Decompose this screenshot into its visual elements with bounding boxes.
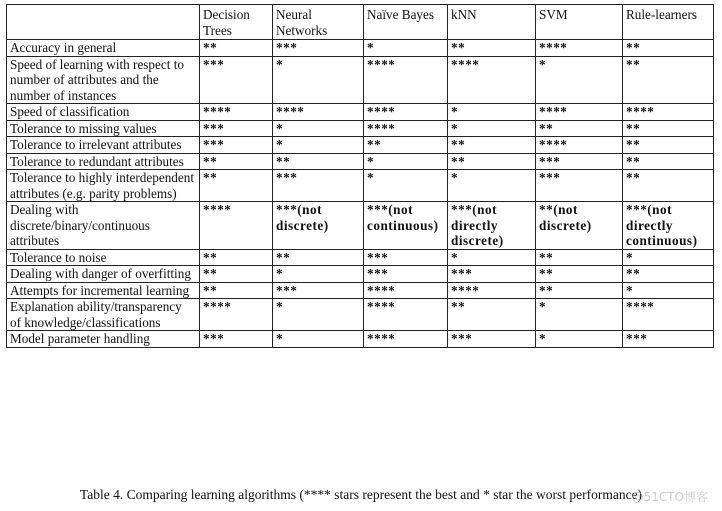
rating-cell: * [448,170,536,202]
rating-cell: * [364,153,448,170]
table-row [7,202,714,250]
rating-cell: ***(not directly discrete) [448,202,536,250]
row-label: Dealing with danger of overfitting [7,266,200,283]
rating-cell: ** [200,170,273,202]
table-row [7,170,714,202]
rating-cell: *** [623,331,714,348]
rating-cell: ** [448,153,536,170]
rating-cell: * [273,120,364,137]
header-cell-rule-learners: Rule-learners [623,5,714,40]
row-label: Tolerance to irrelevant attributes [7,137,200,154]
rating-cell: ** [200,282,273,299]
row-label: Tolerance to highly interdependent attributes (e.g. parity problems) [7,170,200,202]
row-label: Speed of classification [7,104,200,121]
table-row [7,104,714,121]
rating-cell: ***(not directly continuous) [623,202,714,250]
header-cell-blank [7,5,200,40]
rating-cell: * [536,331,623,348]
rating-cell: ** [623,170,714,202]
rating-cell: **** [364,56,448,104]
rating-cell: *** [536,153,623,170]
rating-cell: ** [364,137,448,154]
rating-cell: ** [623,266,714,283]
rating-cell: ** [623,40,714,57]
table-caption: Table 4. Comparing learning algorithms (**** stars represent the best and * star the worst performance) [79,487,643,502]
table-body [7,40,714,348]
rating-cell: * [364,40,448,57]
rating-cell: **** [623,299,714,331]
rating-cell: **** [200,104,273,121]
rating-cell: **** [364,104,448,121]
rating-cell: * [364,170,448,202]
rating-cell: *** [448,266,536,283]
rating-cell: *** [364,266,448,283]
table-row [7,137,714,154]
rating-cell: * [623,282,714,299]
row-label: Tolerance to noise [7,249,200,266]
rating-cell: ** [623,153,714,170]
rating-cell: **** [364,282,448,299]
table-row [7,40,714,57]
row-label: Attempts for incremental learning [7,282,200,299]
rating-cell: **** [623,104,714,121]
rating-cell: *** [364,249,448,266]
rating-cell: *** [273,40,364,57]
rating-cell: **** [273,104,364,121]
rating-cell: * [273,299,364,331]
rating-cell: **** [364,331,448,348]
rating-cell: * [536,299,623,331]
rating-cell: * [448,249,536,266]
rating-cell: **** [448,56,536,104]
watermark: @51CTO博客 [631,490,708,504]
rating-cell: ** [273,153,364,170]
row-label: Tolerance to redundant attributes [7,153,200,170]
row-label: Explanation ability/transparency of knowledge/classifications [7,299,200,331]
rating-cell: ** [623,137,714,154]
table-row [7,282,714,299]
rating-cell: ** [448,40,536,57]
rating-cell: * [448,120,536,137]
header-cell-svm: SVM [536,5,623,40]
header-cell-decision-trees: Decision Trees [200,5,273,40]
table-row [7,299,714,331]
rating-cell: **** [200,202,273,250]
table-row [7,153,714,170]
rating-cell: ** [536,266,623,283]
table-row [7,249,714,266]
rating-cell: *** [448,331,536,348]
rating-cell: *** [200,331,273,348]
table-row [7,56,714,104]
rating-cell: **** [364,299,448,331]
rating-cell: ***(not continuous) [364,202,448,250]
rating-cell: * [273,56,364,104]
rating-cell: **** [448,282,536,299]
row-label: Dealing with discrete/binary/continuous attributes [7,202,200,250]
rating-cell: *** [200,120,273,137]
rating-cell: ** [448,137,536,154]
rating-cell: **** [536,40,623,57]
table-row [7,331,714,348]
rating-cell: *** [273,170,364,202]
rating-cell: ** [273,249,364,266]
row-label: Model parameter handling [7,331,200,348]
rating-cell: ** [200,40,273,57]
rating-cell: **** [200,299,273,331]
rating-cell: ***(not discrete) [273,202,364,250]
rating-cell: * [273,137,364,154]
table-row [7,120,714,137]
rating-cell: ** [623,56,714,104]
rating-cell: ** [200,266,273,283]
rating-cell: **(not discrete) [536,202,623,250]
row-label: Tolerance to missing values [7,120,200,137]
header-cell-naive-bayes: Naïve Bayes [364,5,448,40]
rating-cell: ** [536,120,623,137]
comparison-table [6,4,714,348]
rating-cell: * [536,56,623,104]
rating-cell: *** [273,282,364,299]
rating-cell: **** [536,104,623,121]
rating-cell: ** [448,299,536,331]
rating-cell: **** [364,120,448,137]
table-row [7,266,714,283]
rating-cell: ** [200,249,273,266]
rating-cell: *** [536,170,623,202]
rating-cell: * [448,104,536,121]
header-cell-knn: kNN [448,5,536,40]
rating-cell: *** [200,56,273,104]
table-header-row [7,5,714,40]
rating-cell: * [273,331,364,348]
rating-cell: ** [623,120,714,137]
header-cell-neural-networks: Neural Networks [273,5,364,40]
rating-cell: ** [536,282,623,299]
rating-cell: * [623,249,714,266]
rating-cell: * [273,266,364,283]
row-label: Accuracy in general [7,40,200,57]
rating-cell: **** [536,137,623,154]
rating-cell: *** [200,137,273,154]
row-label: Speed of learning with respect to number of attributes and the number of instances [7,56,200,104]
rating-cell: ** [536,249,623,266]
rating-cell: ** [200,153,273,170]
